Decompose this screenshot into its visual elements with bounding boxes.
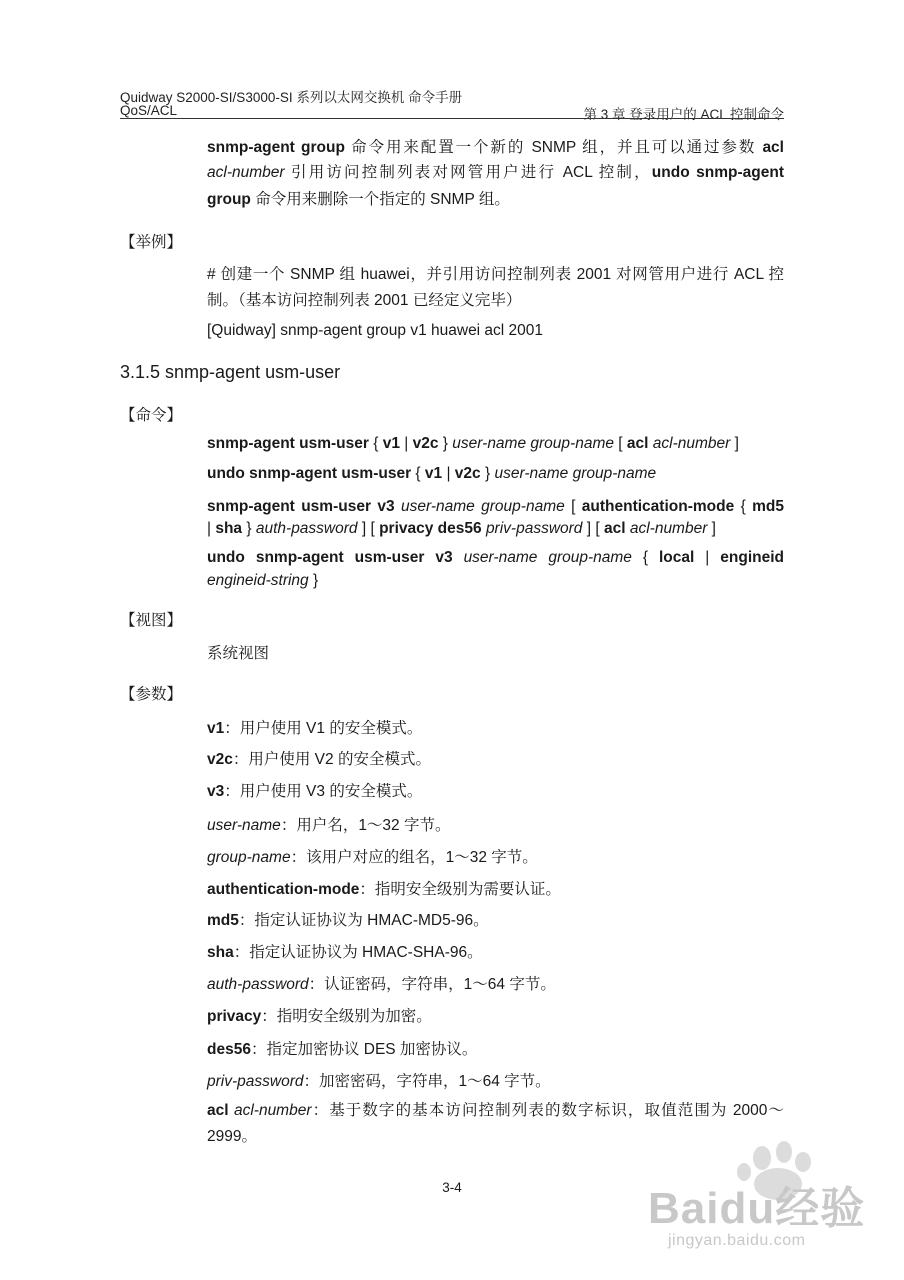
view-heading: 【视图】 [120, 612, 183, 629]
command-syntax-3b: | sha } auth-password ] [ privacy des56 priv-password ] [ acl acl-number ] [207, 520, 716, 537]
command-heading: 【命令】 [120, 407, 183, 424]
param-user-name: user-name：用户名，1～32 字节。 [207, 817, 451, 834]
param-des56: des56：指定加密协议 DES 加密协议。 [207, 1041, 478, 1058]
param-group-name: group-name：该用户对应的组名，1～32 字节。 [207, 849, 538, 866]
param-sha: sha：指定认证协议为 HMAC-SHA-96。 [207, 944, 483, 961]
param-priv-password: priv-password：加密密码，字符串，1～64 字节。 [207, 1073, 551, 1090]
watermark-url: jingyan.baidu.com [668, 1232, 806, 1249]
watermark-brand: Baidu经验 [648, 1184, 866, 1233]
page-number: 3-4 [442, 1180, 462, 1195]
param-acl-line-2: 2999。 [207, 1128, 257, 1145]
example-heading: 【举例】 [120, 234, 183, 251]
command-syntax-3a: snmp-agent usm-user v3 user-name group-name [ authentication-mode { md5 [207, 498, 784, 515]
param-v2c: v2c：用户使用 V2 的安全模式。 [207, 751, 431, 768]
intro-line-3: group 命令用来删除一个指定的 SNMP 组。 [207, 191, 510, 208]
param-auth-password: auth-password：认证密码，字符串，1～64 字节。 [207, 976, 556, 993]
header-module: QoS/ACL [120, 103, 178, 118]
param-v3: v3：用户使用 V3 的安全模式。 [207, 783, 423, 800]
params-heading: 【参数】 [120, 686, 183, 703]
intro-line-1: snmp-agent group 命令用来配置一个新的 SNMP 组，并且可以通过参数 acl [207, 139, 784, 156]
command-syntax-4b: engineid-string } [207, 572, 319, 589]
param-authentication-mode: authentication-mode：指明安全级别为需要认证。 [207, 881, 561, 898]
header-title: Quidway S2000-SI/S3000-SI 系列以太网交换机 命令手册 [120, 90, 463, 105]
view-text: 系统视图 [207, 645, 270, 662]
section-title: 3.1.5 snmp-agent usm-user [120, 362, 341, 382]
param-acl-line-1: acl acl-number：基于数字的基本访问控制列表的数字标识，取值范围为 2000～ [207, 1102, 784, 1119]
param-md5: md5：指定认证协议为 HMAC-MD5-96。 [207, 912, 489, 929]
param-privacy: privacy：指明安全级别为加密。 [207, 1008, 432, 1025]
command-syntax-2: undo snmp-agent usm-user { v1 | v2c } user-name group-name [207, 465, 657, 482]
example-line-2: 制。（基本访问控制列表 2001 已经定义完毕） [207, 292, 522, 309]
example-command: [Quidway] snmp-agent group v1 huawei acl 2001 [207, 322, 544, 339]
header-divider [120, 118, 784, 119]
command-syntax-4a: undo snmp-agent usm-user v3 user-name group-name { local | engineid [207, 549, 784, 566]
command-syntax-1: snmp-agent usm-user { v1 | v2c } user-name group-name [ acl acl-number ] [207, 435, 739, 452]
header-chapter: 第 3 章 登录用户的 ACL 控制命令 [583, 107, 784, 122]
param-v1: v1：用户使用 V1 的安全模式。 [207, 720, 423, 737]
example-line-1: # 创建一个 SNMP 组 huawei，并引用访问控制列表 2001 对网管用户进行 ACL 控 [207, 266, 784, 283]
intro-line-2: acl-number 引用访问控制列表对网管用户进行 ACL 控制，undo snmp-agent [207, 164, 784, 181]
